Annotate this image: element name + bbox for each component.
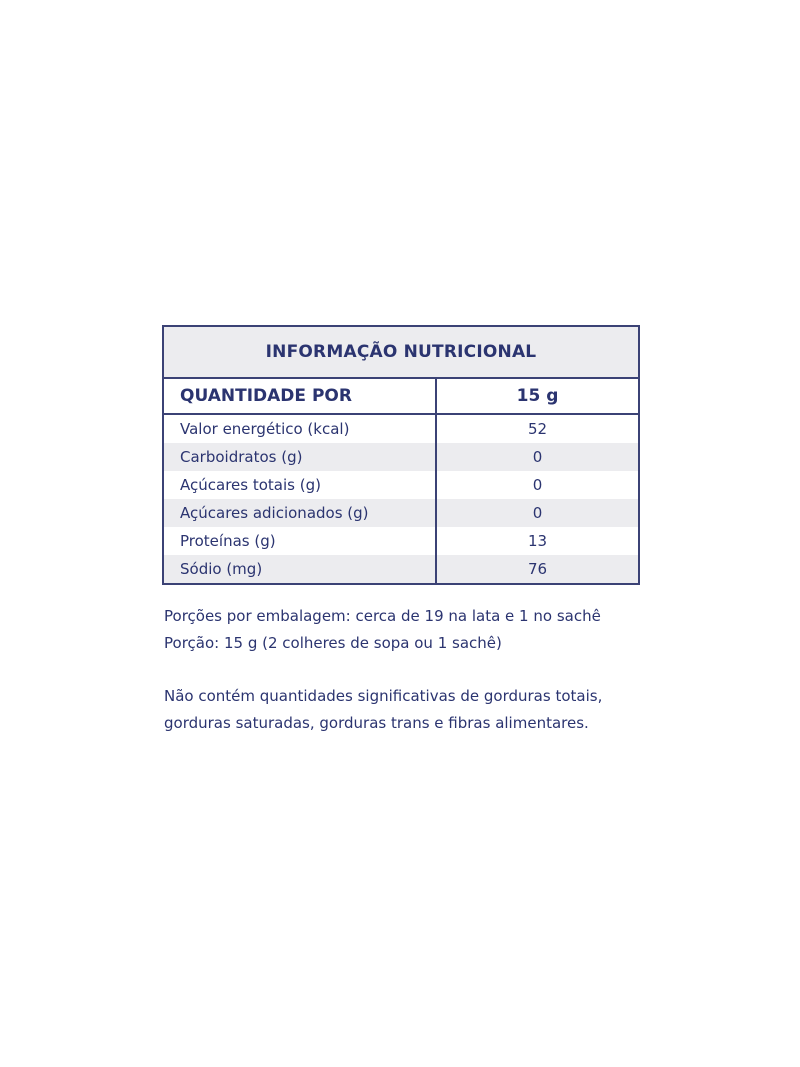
row-value: 13 [527,532,548,550]
table-header-row [164,379,638,414]
header-label: QUANTIDADE POR [164,379,436,414]
row-value: 0 [532,448,543,466]
servings-per-package: Porções por embalagem: cerca de 19 na lata e 1 no sachê [164,607,601,625]
serving-info [164,603,644,657]
table-title: INFORMAÇÃO NUTRICIONAL [164,327,638,379]
row-label: Açúcares adicionados (g) [164,499,436,527]
row-label: Valor energético (kcal) [164,414,436,443]
row-value: 0 [532,476,543,494]
disclaimer-line-2: gorduras saturadas, gorduras trans e fibras alimentares. [164,714,589,732]
row-label: Carboidratos (g) [164,443,436,471]
table-row [164,499,638,527]
nutrition-facts-table [162,325,640,585]
row-value: 0 [532,504,543,522]
table-row [164,555,638,583]
header-value: 15 g [436,379,638,414]
row-label: Sódio (mg) [164,555,436,583]
table-row [164,527,638,555]
disclaimer [164,683,644,737]
nutrition-grid [164,379,638,583]
serving-size: Porção: 15 g (2 colheres de sopa ou 1 sachê) [164,634,502,652]
table-row [164,414,638,443]
disclaimer-line-1: Não contém quantidades significativas de gorduras totais, [164,687,603,705]
table-row [164,443,638,471]
row-label: Proteínas (g) [164,527,436,555]
row-value: 52 [527,420,548,438]
row-value: 76 [527,560,548,578]
row-label: Açúcares totais (g) [164,471,436,499]
table-row [164,471,638,499]
